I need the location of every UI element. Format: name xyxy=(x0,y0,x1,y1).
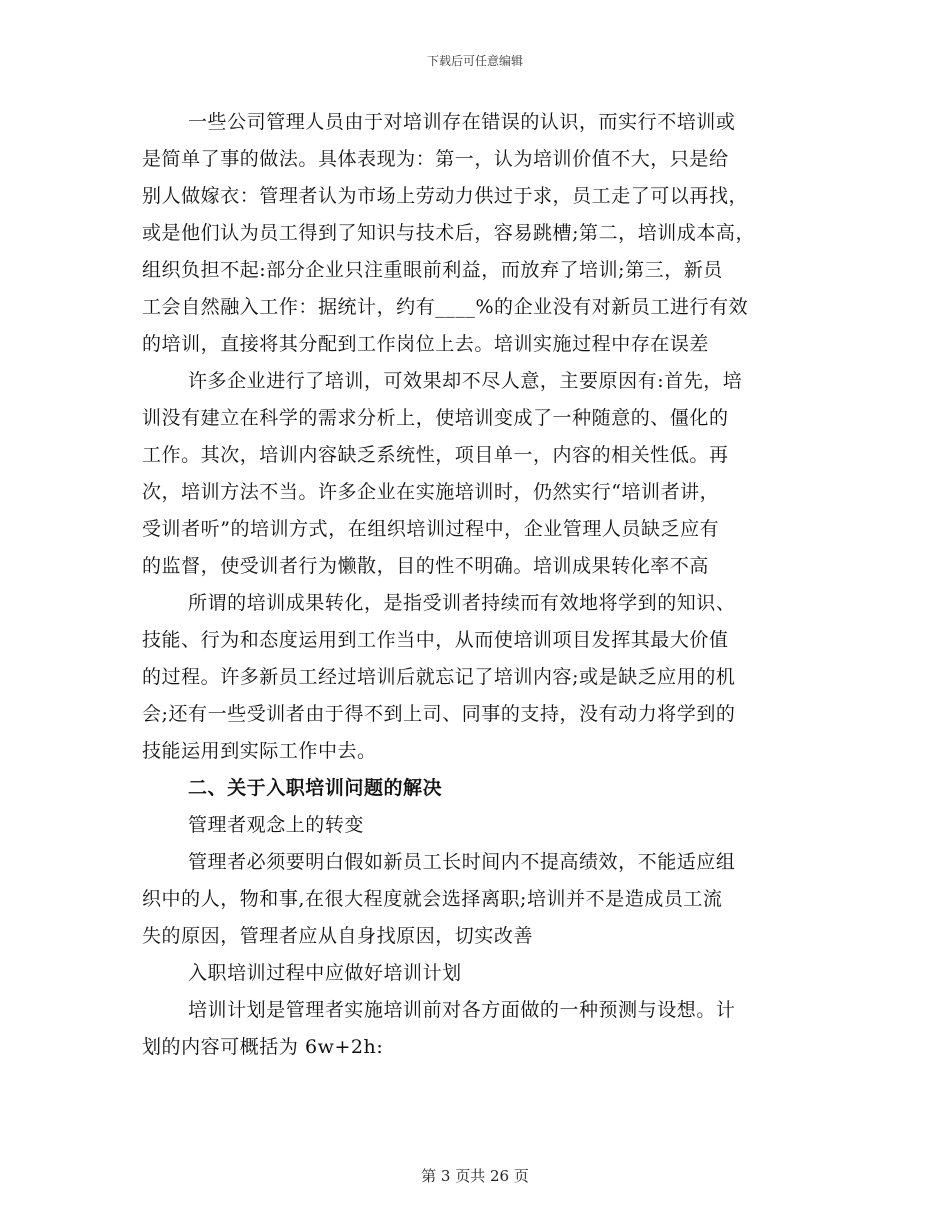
text-line: 工作。其次，培训内容缺乏系统性，项目单一，内容的相关性低。再 xyxy=(142,444,729,466)
text-line: 技能、行为和态度运用到工作当中，从而使培训项目发挥其最大价值 xyxy=(142,629,729,651)
text-line: 许多企业进行了培训，可效果却不尽人意，主要原因有:首先，培 xyxy=(188,370,743,392)
text-line: 受训者听”的培训方式，在组织培训过程中，企业管理人员缺乏应有 xyxy=(142,518,720,540)
text-line: 组织负担不起:部分企业只注重眼前利益，而放弃了培训;第三，新员 xyxy=(142,259,723,281)
text-line: 会;还有一些受训者由于得不到上司、同事的支持，没有动力将学到的 xyxy=(142,703,736,725)
document-body xyxy=(142,104,822,1066)
page-footer: 第 3 页共 26 页 xyxy=(421,1167,529,1185)
text-line: 训没有建立在科学的需求分析上，使培训变成了一种随意的、僵化的 xyxy=(142,407,729,429)
text-line: 的培训，直接将其分配到工作岗位上去。培训实施过程中存在误差 xyxy=(142,333,709,355)
text-line: 失的原因，管理者应从自身找原因，切实改善 xyxy=(142,925,534,947)
text-line: 一些公司管理人员由于对培训存在错误的认识，而实行不培训或 xyxy=(188,111,736,133)
text-line: 或是他们认为员工得到了知识与技术后，容易跳槽;第二，培训成本高， xyxy=(142,222,756,244)
text-line: 工会自然融入工作：据统计，约有____%的企业没有对新员工进行有效 xyxy=(142,296,749,318)
text-line: 别人做嫁衣：管理者认为市场上劳动力供过于求，员工走了可以再找， xyxy=(142,185,749,207)
section-heading: 二、关于入职培训问题的解决 xyxy=(188,777,443,799)
text-line: 所谓的培训成果转化，是指受训者持续而有效地将学到的知识、 xyxy=(188,592,736,614)
text-line: 管理者观念上的转变 xyxy=(188,814,364,836)
text-line: 入职培训过程中应做好培训计划 xyxy=(188,962,462,984)
text-line: 技能运用到实际工作中去。 xyxy=(142,740,377,762)
text-line: 的过程。许多新员工经过培训后就忘记了培训内容;或是缺乏应用的机 xyxy=(142,666,736,688)
page-header: 下载后可任意编辑 xyxy=(426,54,523,68)
text-line: 管理者必须要明白假如新员工长时间内不提高绩效，不能适应组 xyxy=(188,851,736,873)
text-line: 织中的人，物和事,在很大程度就会选择离职;培训并不是造成员工流 xyxy=(142,888,723,910)
text-line: 划的内容可概括为 6w+2h: xyxy=(142,1036,384,1058)
text-line: 是简单了事的做法。具体表现为：第一，认为培训价值不大，只是给 xyxy=(142,148,729,170)
text-line: 次，培训方法不当。许多企业在实施培训时，仍然实行“培训者讲， xyxy=(142,481,720,503)
text-line: 培训计划是管理者实施培训前对各方面做的一种预测与设想。计 xyxy=(188,999,736,1021)
text-line: 的监督，使受训者行为懒散，目的性不明确。培训成果转化率不高 xyxy=(142,555,709,577)
